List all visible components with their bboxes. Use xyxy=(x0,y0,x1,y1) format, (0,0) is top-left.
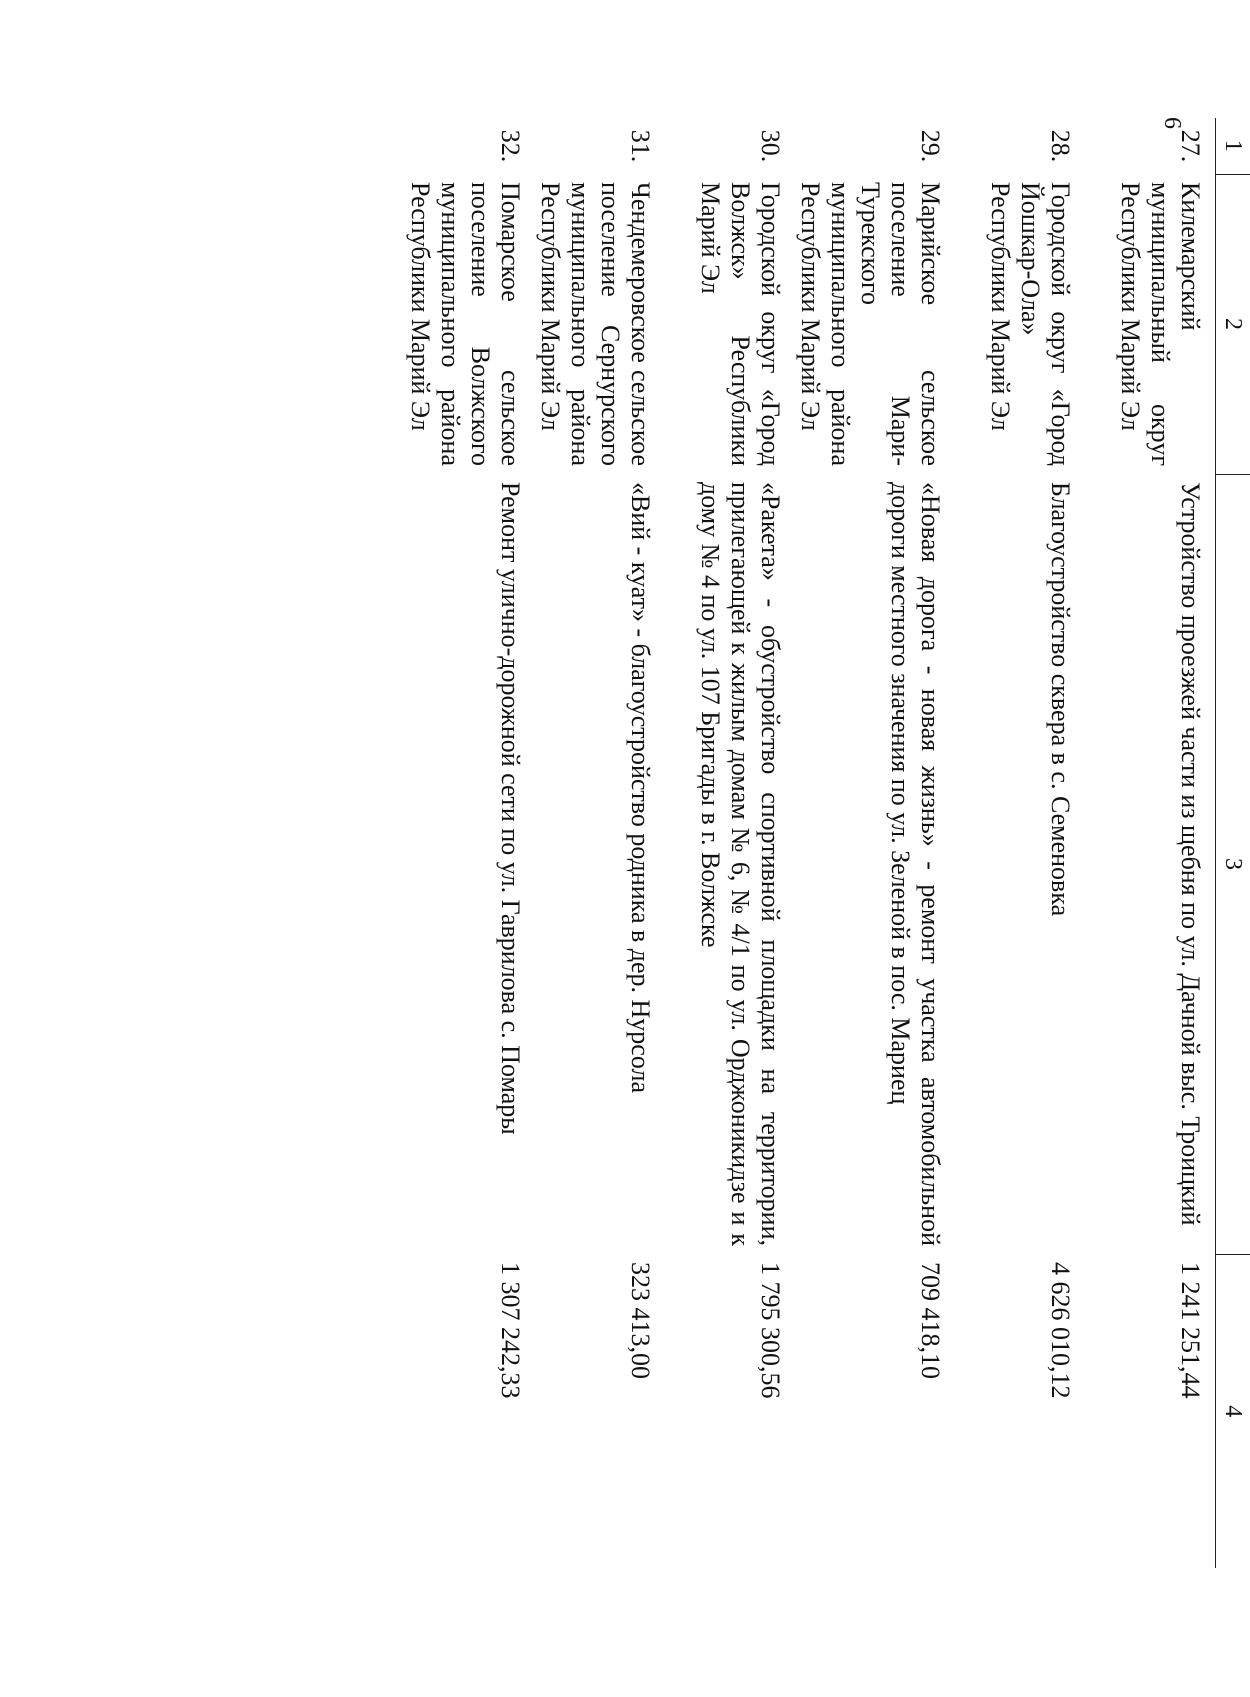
project-cell: Ремонт улично-дорожной сети по ул. Гаврилова с. Помары xyxy=(496,482,525,1135)
column-header-1: 1 xyxy=(1216,118,1250,174)
rotated-content xyxy=(208,118,1250,1568)
table-row xyxy=(535,118,665,1568)
table-row xyxy=(665,118,795,1568)
row-number: 30. xyxy=(756,129,785,163)
project-cell: «Новая дорога - новая жизнь» - ремонт участка автомобильной дороги местного значения по ул. Зеленой в пос. Мариец xyxy=(886,482,945,1246)
amount-cell: 709 418,10 xyxy=(916,1262,945,1379)
project-cell: «Вий - куат» - благоустройство родника в дер. Нурсола xyxy=(626,482,655,1094)
municipality-cell: Городской округ «Город Волжск» Республики Марий Эл xyxy=(696,182,785,466)
amount-cell: 1 307 242,33 xyxy=(496,1262,525,1399)
row-number: 27. xyxy=(1176,129,1205,163)
header-row xyxy=(1216,118,1250,1568)
column-header-4: 4 xyxy=(1216,1254,1250,1568)
municipality-cell: Помарское сельское поселение Волжского муниципального района Республики Марий Эл xyxy=(406,182,525,466)
amount-cell: 1 241 251,44 xyxy=(1176,1262,1205,1399)
table-row xyxy=(795,118,955,1568)
page-number: 6 xyxy=(1159,117,1185,129)
municipality-cell: Городской округ «Город Йошкар-Ола» Республики Марий Эл xyxy=(986,182,1075,466)
table-row xyxy=(955,118,1085,1568)
allocation-table xyxy=(383,118,1250,1568)
column-header-2: 2 xyxy=(1216,174,1250,474)
row-number: 31. xyxy=(626,129,655,163)
amount-cell: 1 795 300,56 xyxy=(756,1262,785,1399)
amount-cell: 323 413,00 xyxy=(626,1262,655,1379)
row-number: 28. xyxy=(1046,129,1075,163)
column-header-3: 3 xyxy=(1216,474,1250,1254)
row-number: 29. xyxy=(916,129,945,163)
municipality-cell: Марийское сельское поселение Мари-Турекского муниципального района Республики Марий Эл xyxy=(796,182,945,466)
row-number: 32. xyxy=(496,129,525,163)
municipality-cell: Килемарский муниципальный округ Республики Марий Эл xyxy=(1116,182,1205,466)
project-cell: Благоустройство сквера в с. Семеновка xyxy=(1046,482,1075,917)
municipality-cell: Чендемеровское сельское поселение Сернурского муниципального района Республики Марий Эл xyxy=(536,182,655,466)
amount-cell: 4 626 010,12 xyxy=(1046,1262,1075,1399)
project-cell: Устройство проезжей части из щебня по ул. Дачной выс. Троицкий xyxy=(1176,482,1205,1226)
table-row xyxy=(383,118,535,1568)
table-row xyxy=(1085,118,1216,1568)
project-cell: «Ракета» - обустройство спортивной площадки на территории, прилегающей к жилым домам № 6, № 4/1 по ул. Орджоникидзе и к дому № 4 по ул. 107 Бригады в г. Волжске xyxy=(696,482,785,1246)
